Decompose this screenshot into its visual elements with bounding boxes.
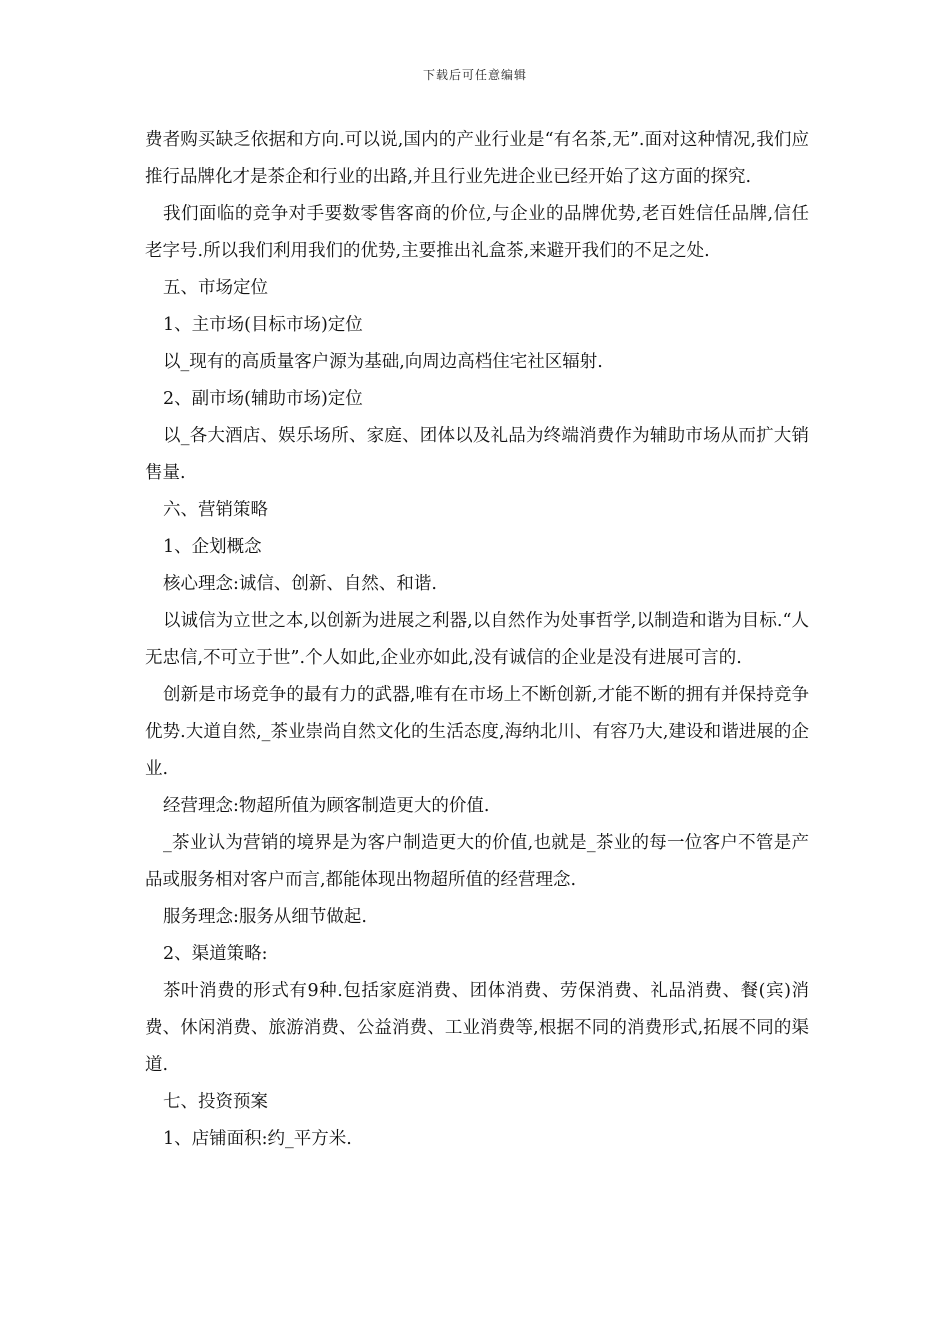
paragraph: 以诚信为立世之本,以创新为进展之利器,以自然作为处事哲学,以制造和谐为目标.“人无忠信,不可立于世”.个人如此,企业亦如此,没有诚信的企业是没有进展可言的. — [145, 611, 809, 668]
paragraph: 核心理念:诚信、创新、自然、和谐. — [163, 574, 437, 594]
subsection-heading: 1、主市场(目标市场)定位 — [163, 315, 363, 335]
paragraph: 茶叶消费的形式有9种.包括家庭消费、团体消费、劳保消费、礼品消费、餐(宾)消费、休闲消费、旅游消费、公益消费、工业消费等,根据不同的消费形式,拓展不同的渠道. — [145, 981, 809, 1075]
section-heading: 五、市场定位 — [163, 278, 268, 298]
section-heading: 六、营销策略 — [163, 500, 268, 520]
paragraph: 我们面临的竞争对手要数零售客商的价位,与企业的品牌优势,老百姓信任品牌,信任老字号.所以我们利用我们的优势,主要推出礼盒茶,来避开我们的不足之处. — [145, 204, 809, 261]
paragraph: 经营理念:物超所值为顾客制造更大的价值. — [163, 796, 490, 816]
subsection-heading: 2、渠道策略: — [163, 944, 268, 964]
paragraph: _茶业认为营销的境界是为客户制造更大的价值,也就是_茶业的每一位客户不管是产品或服务相对客户而言,都能体现出物超所值的经营理念. — [145, 833, 809, 890]
subsection-heading: 1、企划概念 — [163, 537, 262, 557]
paragraph: 服务理念:服务从细节做起. — [163, 907, 367, 927]
paragraph: 1、店铺面积:约_平方米. — [163, 1129, 352, 1149]
subsection-heading: 2、副市场(辅助市场)定位 — [163, 389, 363, 409]
paragraph: 费者购买缺乏依据和方向.可以说,国内的产业行业是“有名茶,无”.面对这种情况,我们应推行品牌化才是茶企和行业的出路,并且行业先进企业已经开始了这方面的探究. — [145, 130, 809, 187]
document-body — [145, 122, 809, 1158]
page-header: 下载后可任意编辑 — [422, 68, 527, 82]
section-heading: 七、投资预案 — [163, 1092, 268, 1112]
paragraph: 创新是市场竞争的最有力的武器,唯有在市场上不断创新,才能不断的拥有并保持竞争优势.大道自然,_茶业崇尚自然文化的生活态度,海纳北川、有容乃大,建设和谐进展的企业. — [145, 685, 809, 779]
paragraph: 以_各大酒店、娱乐场所、家庭、团体以及礼品为终端消费作为辅助市场从而扩大销售量. — [145, 426, 809, 483]
paragraph: 以_现有的高质量客户源为基础,向周边高档住宅社区辐射. — [163, 352, 603, 372]
